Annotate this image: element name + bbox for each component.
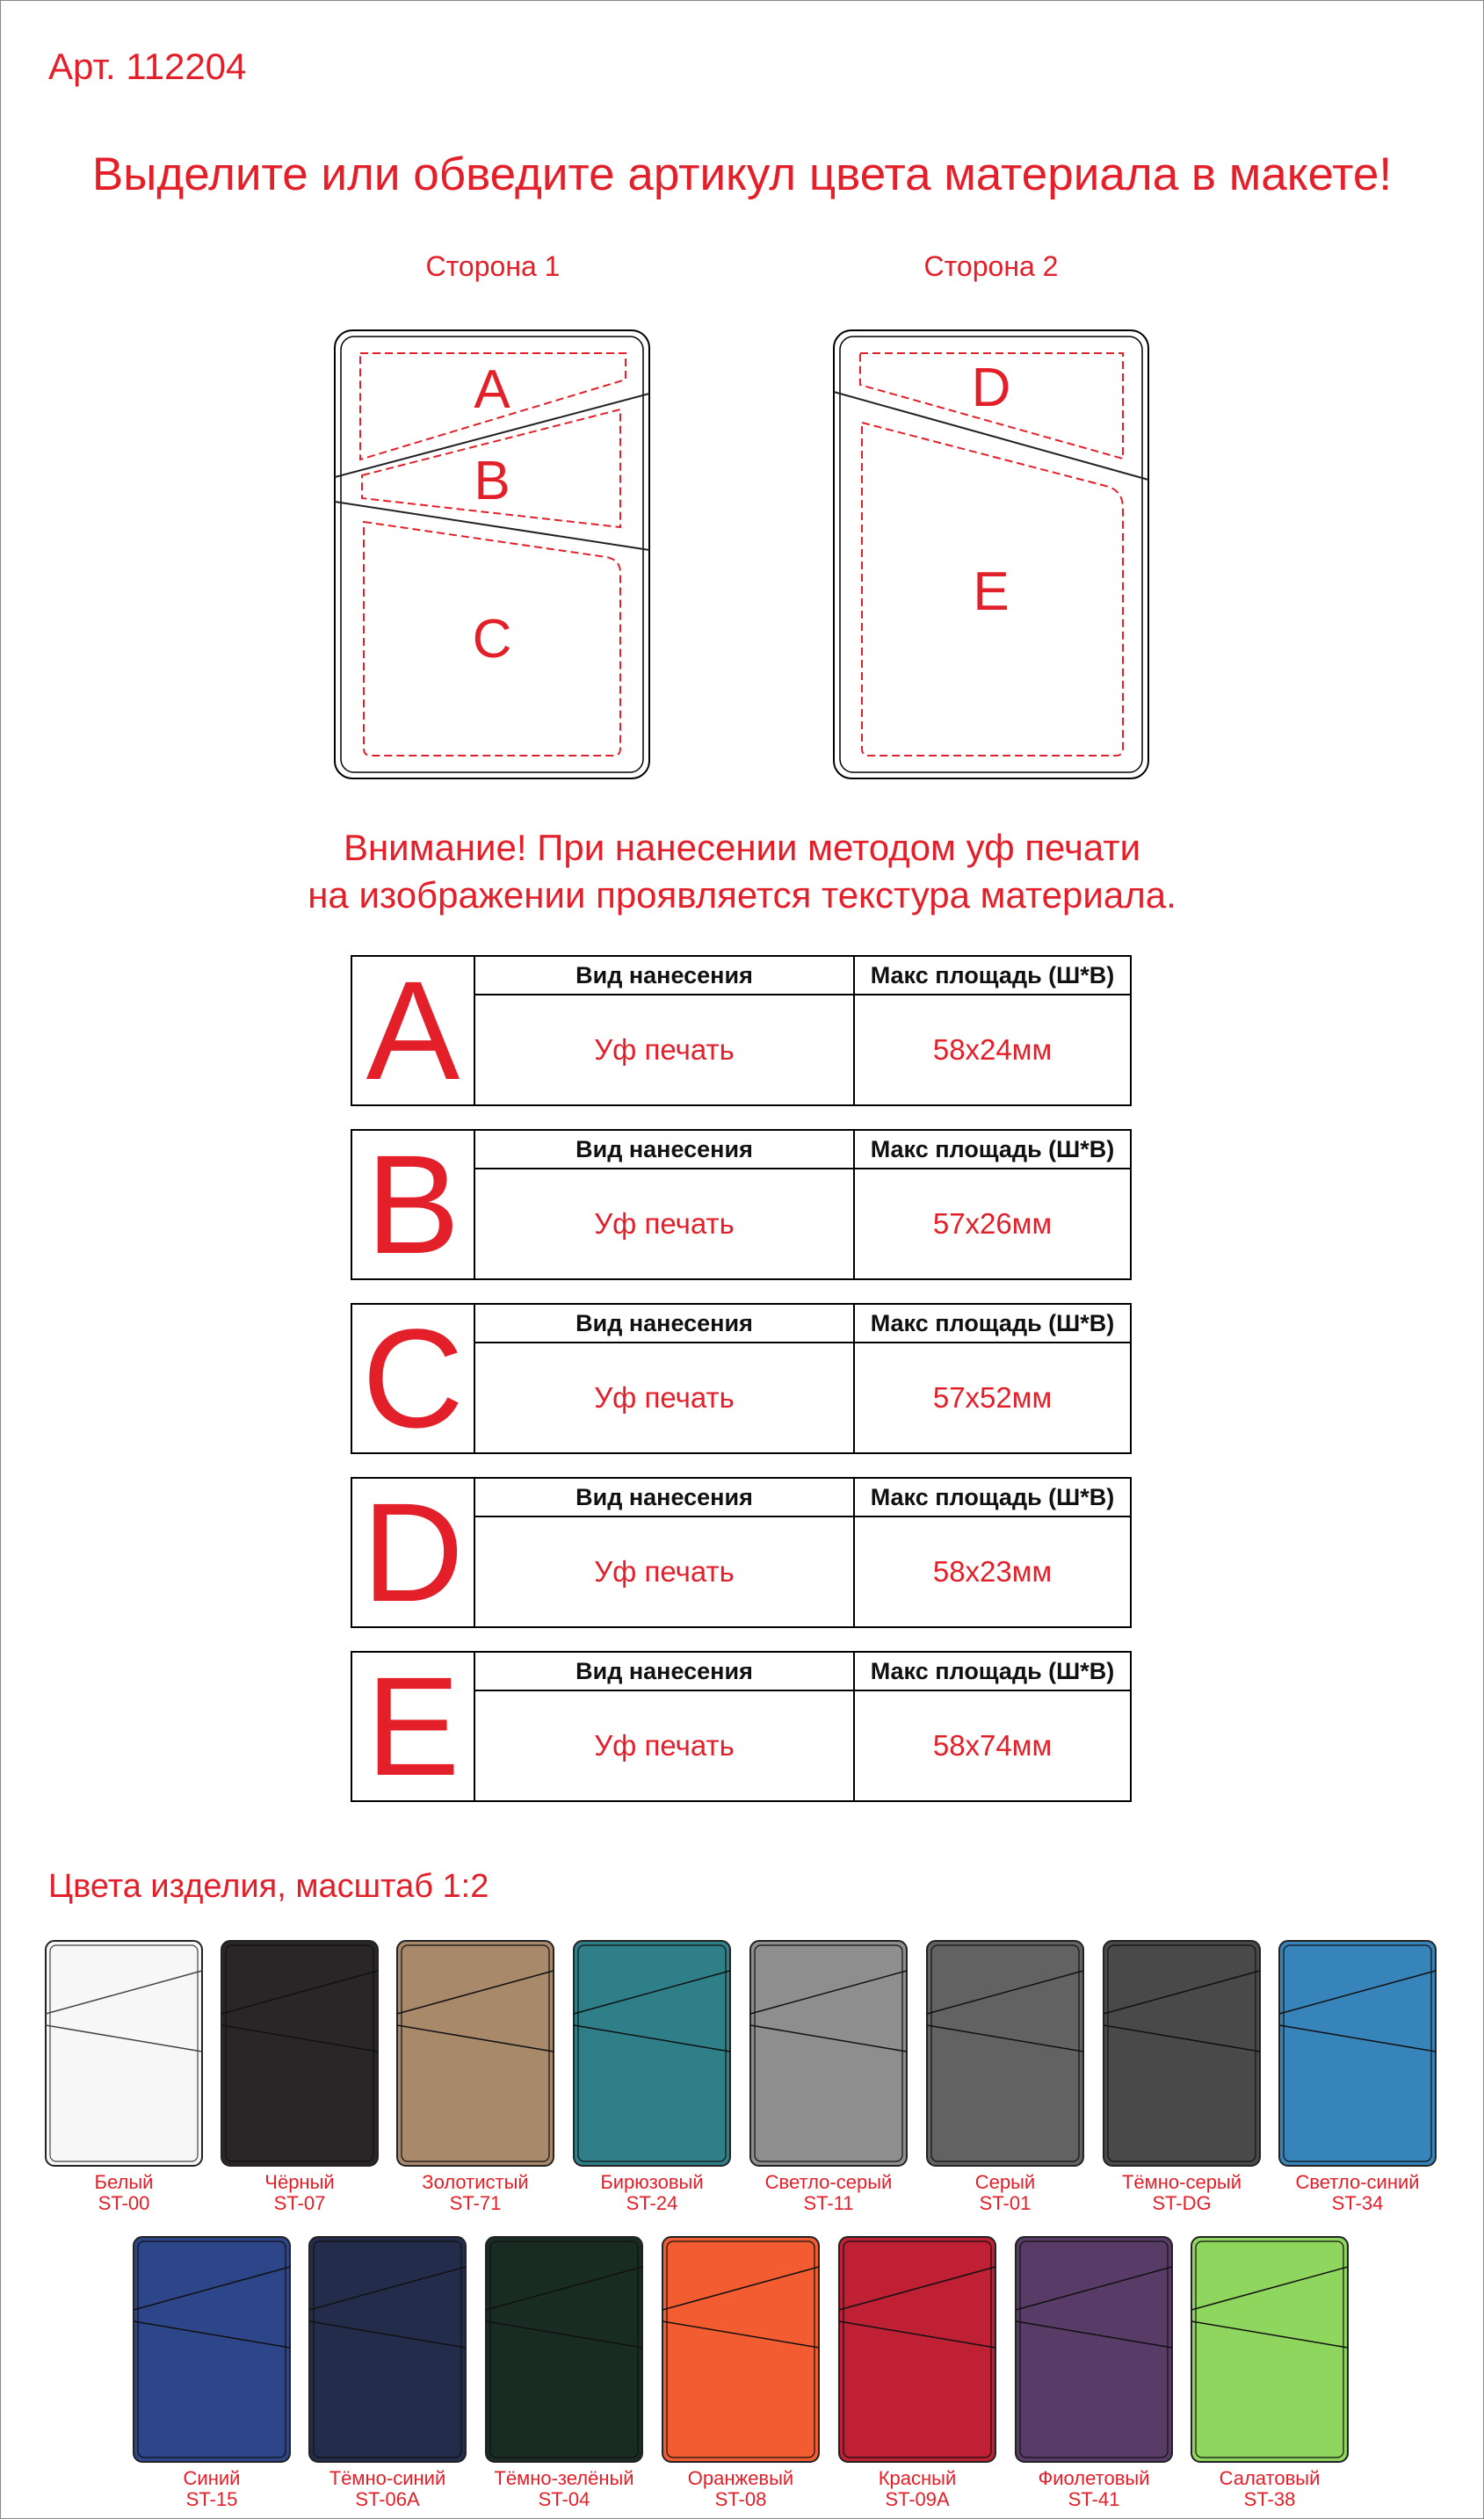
- method-value: Уф печать: [475, 995, 855, 1104]
- zone-table-b: [351, 1126, 1132, 1283]
- color-swatch-card: [1015, 2236, 1173, 2463]
- area-value: 57х26мм: [932, 1207, 1053, 1240]
- color-name: Тёмно-синий: [329, 2467, 446, 2489]
- zone-table-a: [351, 952, 1132, 1109]
- color-code: ST-00: [98, 2192, 150, 2214]
- color-name: Серый: [974, 2171, 1036, 2193]
- color-swatch-card: [45, 1940, 203, 2167]
- color-swatch[interactable]: [573, 1940, 731, 2214]
- color-code: ST-06A: [355, 2488, 420, 2510]
- color-name: Красный: [878, 2467, 957, 2489]
- zone-letter: D: [352, 1479, 475, 1626]
- zone-label-e: E: [973, 561, 1010, 622]
- zone-table-c: [351, 1299, 1132, 1457]
- color-name: Чёрный: [264, 2171, 335, 2193]
- color-swatch[interactable]: [45, 1940, 203, 2214]
- color-name: Светло-серый: [764, 2171, 893, 2193]
- zone-label-d: D: [971, 358, 1011, 418]
- area-header: Макс площадь (Ш*В): [855, 1479, 1130, 1517]
- method-header: Вид нанесения: [475, 1131, 855, 1169]
- color-swatch[interactable]: [1103, 1940, 1261, 2214]
- color-code: ST-34: [1331, 2192, 1384, 2214]
- color-swatch-card: [133, 2236, 291, 2463]
- warning-line-2: на изображении проявляется текстура материала.: [308, 874, 1176, 916]
- color-code: ST-04: [538, 2488, 590, 2510]
- color-swatch-card: [838, 2236, 996, 2463]
- method-header: Вид нанесения: [475, 1305, 855, 1343]
- area-header: Макс площадь (Ш*В): [855, 1653, 1130, 1691]
- zone-table-d: [351, 1473, 1132, 1631]
- color-name: Оранжевый: [687, 2467, 794, 2489]
- zone-table-e: [351, 1647, 1132, 1805]
- color-code: ST-38: [1243, 2488, 1296, 2510]
- colors-title: Цвета изделия, масштаб 1:2: [48, 1868, 489, 1905]
- color-swatch[interactable]: [221, 1940, 379, 2214]
- warning-line-1: Внимание! При нанесении методом уф печати: [343, 827, 1141, 868]
- color-swatch-card: [396, 1940, 554, 2167]
- zone-letter: A: [352, 957, 475, 1104]
- area-value: 58х23мм: [932, 1555, 1053, 1588]
- color-swatch-card: [749, 1940, 908, 2167]
- zone-label-a: A: [474, 359, 510, 420]
- side-2-drawing: [834, 330, 1148, 778]
- color-swatch[interactable]: [1191, 2236, 1349, 2510]
- color-code: ST-08: [714, 2488, 767, 2510]
- color-swatch[interactable]: [662, 2236, 820, 2510]
- color-code: ST-09A: [885, 2488, 950, 2510]
- method-header: Вид нанесения: [475, 1653, 855, 1691]
- color-swatch-card: [1103, 1940, 1261, 2167]
- method-value: Уф печать: [475, 1517, 855, 1626]
- color-code: ST-71: [449, 2192, 502, 2214]
- color-swatch-card: [662, 2236, 820, 2463]
- color-swatch-card: [485, 2236, 643, 2463]
- color-code: ST-01: [979, 2192, 1032, 2214]
- method-header: Вид нанесения: [475, 957, 855, 995]
- area-header: Макс площадь (Ш*В): [855, 1131, 1130, 1169]
- product-sides-diagram: [0, 0, 1484, 791]
- color-swatch[interactable]: [396, 1940, 554, 2214]
- color-code: ST-15: [185, 2488, 238, 2510]
- area-header: Макс площадь (Ш*В): [855, 1305, 1130, 1343]
- color-code: ST-41: [1068, 2488, 1120, 2510]
- color-code: ST-11: [803, 2192, 854, 2214]
- color-swatch[interactable]: [133, 2236, 291, 2510]
- area-header: Макс площадь (Ш*В): [855, 957, 1130, 995]
- color-name: Золотистый: [422, 2171, 529, 2193]
- zone-letter: B: [352, 1131, 475, 1278]
- headline: Выделите или обведите артикул цвета материала в макете!: [91, 148, 1393, 200]
- color-swatch-card: [1278, 1940, 1437, 2167]
- color-name: Бирюзовый: [600, 2171, 704, 2193]
- color-swatch[interactable]: [838, 2236, 996, 2510]
- color-swatch-card: [308, 2236, 467, 2463]
- side-1-label: Сторона 1: [425, 250, 561, 282]
- color-swatch[interactable]: [749, 1940, 908, 2214]
- color-name: Синий: [183, 2467, 241, 2489]
- color-swatch-card: [573, 1940, 731, 2167]
- color-swatch[interactable]: [1278, 1940, 1437, 2214]
- color-name: Салатовый: [1219, 2467, 1321, 2489]
- method-value: Уф печать: [475, 1691, 855, 1800]
- method-value: Уф печать: [475, 1343, 855, 1452]
- side-1-drawing: [335, 330, 649, 778]
- zone-letter: E: [352, 1653, 475, 1800]
- color-swatch[interactable]: [926, 1940, 1084, 2214]
- method-value: Уф печать: [475, 1169, 855, 1278]
- side-2-label: Сторона 2: [923, 250, 1059, 282]
- color-name: Тёмно-серый: [1121, 2171, 1242, 2193]
- zone-label-c: C: [472, 609, 512, 670]
- area-value: 57х52мм: [932, 1381, 1053, 1414]
- color-code: ST-DG: [1152, 2192, 1212, 2214]
- zone-label-b: B: [474, 451, 510, 511]
- color-swatch-card: [926, 1940, 1084, 2167]
- uv-print-warning: [0, 824, 1484, 919]
- color-swatch[interactable]: [1015, 2236, 1173, 2510]
- color-swatch[interactable]: [308, 2236, 467, 2510]
- color-name: Белый: [94, 2171, 154, 2193]
- area-value: 58х74мм: [932, 1729, 1053, 1762]
- zone-letter: C: [352, 1305, 475, 1452]
- color-swatch[interactable]: [485, 2236, 643, 2510]
- color-name: Светло-синий: [1295, 2171, 1420, 2193]
- article-number: Арт. 112204: [48, 46, 247, 87]
- color-name: Фиолетовый: [1038, 2467, 1150, 2489]
- color-code: ST-24: [626, 2192, 678, 2214]
- color-swatch-card: [1191, 2236, 1349, 2463]
- method-header: Вид нанесения: [475, 1479, 855, 1517]
- color-name: Тёмно-зелёный: [494, 2467, 634, 2489]
- color-code: ST-07: [273, 2192, 326, 2214]
- color-swatch-card: [221, 1940, 379, 2167]
- area-value: 58х24мм: [932, 1033, 1053, 1066]
